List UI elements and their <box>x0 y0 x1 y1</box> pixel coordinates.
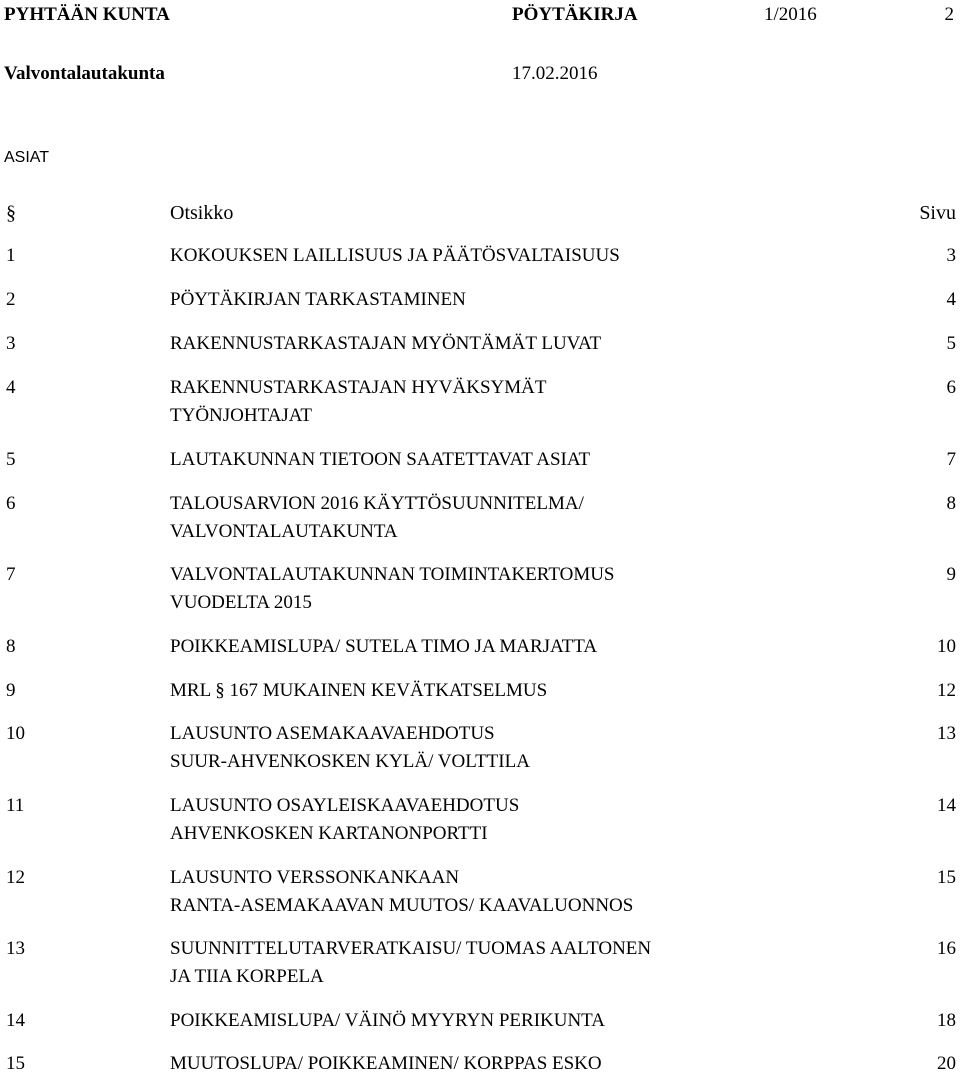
agenda-item-page: 16 <box>937 938 956 959</box>
agenda-item-title <box>170 286 790 314</box>
agenda-item-page: 3 <box>946 245 956 266</box>
agenda-item-page: 9 <box>946 564 956 585</box>
agenda-item-title-line: POIKKEAMISLUPA/ VÄINÖ MYYRYN PERIKUNTA <box>170 1010 605 1031</box>
agenda-item-title-line: RAKENNUSTARKASTAJAN HYVÄKSYMÄT <box>170 377 547 398</box>
agenda-item-number: 15 <box>6 1053 25 1074</box>
agenda-item-title-line: LAUSUNTO ASEMAKAAVAEHDOTUS <box>170 723 495 744</box>
section-symbol-header: § <box>6 202 16 224</box>
agenda-item-page: 12 <box>937 680 956 701</box>
page-number: 2 <box>944 4 954 25</box>
agenda-item-number: 6 <box>6 493 16 514</box>
agenda-item-title-line: TYÖNJOHTAJAT <box>170 405 313 426</box>
agenda-item-page: 10 <box>937 636 956 657</box>
agenda-item-title-line: MUUTOSLUPA/ POIKKEAMINEN/ KORPPAS ESKO <box>170 1053 602 1074</box>
agenda-item-number: 8 <box>6 636 16 657</box>
agenda-item-title-line: RAKENNUSTARKASTAJAN MYÖNTÄMÄT LUVAT <box>170 333 602 354</box>
agenda-item-number: 4 <box>6 377 16 398</box>
agenda-item-title-line: LAUSUNTO VERSSONKANKAAN <box>170 867 460 888</box>
document-type: PÖYTÄKIRJA <box>512 4 638 25</box>
agenda-item-title-line: VALVONTALAUTAKUNNAN TOIMINTAKERTOMUS <box>170 564 615 585</box>
municipality-name: PYHTÄÄN KUNTA <box>4 4 170 25</box>
agenda-item-page: 7 <box>946 449 956 470</box>
meeting-date: 17.02.2016 <box>512 63 598 84</box>
agenda-item-number: 5 <box>6 449 16 470</box>
agenda-item-title-line: RANTA-ASEMAKAAVAN MUUTOS/ KAAVALUONNOS <box>170 895 634 916</box>
agenda-item-title <box>170 242 790 270</box>
agenda-item-title <box>170 490 790 546</box>
agenda-item-number: 3 <box>6 333 16 354</box>
agenda-item-title-line: JA TIIA KORPELA <box>170 966 324 987</box>
agenda-item-number: 14 <box>6 1010 25 1031</box>
agenda-item-title <box>170 935 790 991</box>
agenda-item-title-line: MRL § 167 MUKAINEN KEVÄTKATSELMUS <box>170 680 548 701</box>
title-column-header: Otsikko <box>170 202 234 224</box>
agenda-item-page: 5 <box>946 333 956 354</box>
agenda-item-title <box>170 792 790 848</box>
agenda-item-title <box>170 720 790 776</box>
agenda-item-title-line: LAUSUNTO OSAYLEISKAAVAEHDOTUS <box>170 795 520 816</box>
agenda-item-title-line: VUODELTA 2015 <box>170 592 312 613</box>
agenda-item-page: 18 <box>937 1010 956 1031</box>
meeting-number: 1/2016 <box>764 4 817 25</box>
agenda-item-title-line: POIKKEAMISLUPA/ SUTELA TIMO JA MARJATTA <box>170 636 598 657</box>
agenda-item-page: 14 <box>937 795 956 816</box>
agenda-item-title <box>170 330 790 358</box>
agenda-item-title-line: VALVONTALAUTAKUNTA <box>170 521 398 542</box>
agenda-item-title <box>170 446 790 474</box>
page-column-header: Sivu <box>919 202 956 224</box>
agenda-item-page: 15 <box>937 867 956 888</box>
agenda-item-page: 6 <box>946 377 956 398</box>
section-label: ASIAT <box>4 149 50 166</box>
agenda-item-title <box>170 561 790 617</box>
agenda-item-title-line: PÖYTÄKIRJAN TARKASTAMINEN <box>170 289 466 310</box>
agenda-item-page: 13 <box>937 723 956 744</box>
agenda-item-title <box>170 864 790 920</box>
agenda-item-title-line: SUUR-AHVENKOSKEN KYLÄ/ VOLTTILA <box>170 751 530 772</box>
agenda-item-number: 2 <box>6 289 16 310</box>
agenda-item-title <box>170 677 790 705</box>
agenda-item-number: 12 <box>6 867 25 888</box>
agenda-item-page: 8 <box>946 493 956 514</box>
agenda-item-title <box>170 633 790 661</box>
agenda-item-number: 10 <box>6 723 25 744</box>
agenda-item-title <box>170 1007 790 1035</box>
agenda-item-title-line: AHVENKOSKEN KARTANONPORTTI <box>170 823 488 844</box>
agenda-item-page: 20 <box>937 1053 956 1074</box>
agenda-item-title-line: KOKOUKSEN LAILLISUUS JA PÄÄTÖSVALTAISUUS <box>170 245 620 266</box>
agenda-item-number: 13 <box>6 938 25 959</box>
agenda-item-number: 7 <box>6 564 16 585</box>
agenda-item-page: 4 <box>946 289 956 310</box>
agenda-item-number: 1 <box>6 245 16 266</box>
agenda-item-title-line: SUUNNITTELUTARVERATKAISU/ TUOMAS AALTONEN <box>170 938 652 959</box>
board-name: Valvontalautakunta <box>4 63 165 84</box>
agenda-item-title-line: LAUTAKUNNAN TIETOON SAATETTAVAT ASIAT <box>170 449 591 470</box>
agenda-item-title <box>170 374 790 430</box>
agenda-item-title <box>170 1050 790 1078</box>
agenda-item-number: 9 <box>6 680 16 701</box>
agenda-item-number: 11 <box>6 795 25 816</box>
agenda-item-title-line: TALOUSARVION 2016 KÄYTTÖSUUNNITELMA/ <box>170 493 584 514</box>
